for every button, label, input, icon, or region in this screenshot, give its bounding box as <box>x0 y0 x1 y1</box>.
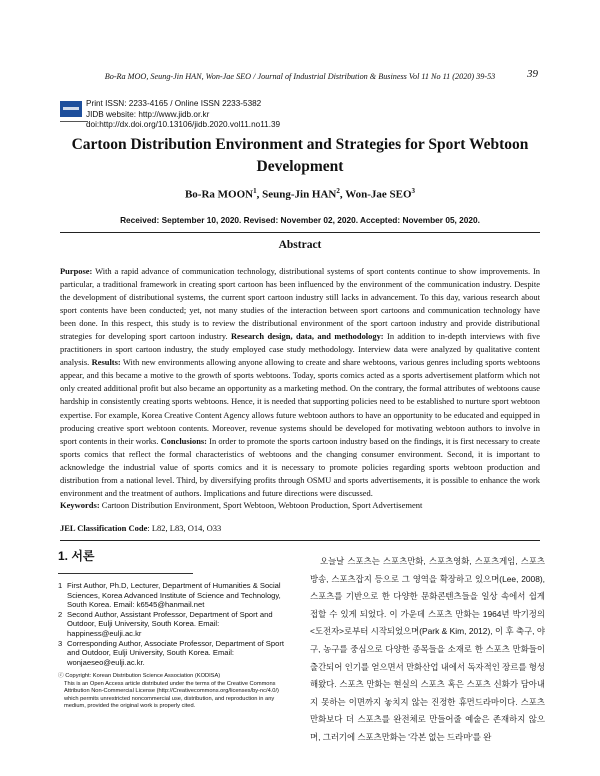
author-sup: 2 <box>336 187 340 195</box>
footnote-item <box>58 581 286 610</box>
copyright-notice <box>58 673 290 711</box>
keywords-text: Cartoon Distribution Environment, Sport Webtoon, Webtoon Production, Sport Advertisement <box>99 500 423 510</box>
journal-logo-icon <box>60 101 82 117</box>
author-sup: 1 <box>253 187 257 195</box>
top-rule <box>60 232 540 233</box>
logo-divider <box>60 121 88 122</box>
doi-line: doi:http://dx.doi.org/10.13106/jidb.2020.vol11.no11.39 <box>86 120 281 129</box>
bottom-rule <box>60 540 540 541</box>
footnote-text: Second Author, Assistant Professor, Department of Sport and Outdoor, Eulji University, South Korea. Email: happiness@eulji.ac.kr <box>67 609 273 638</box>
footnote-item <box>58 639 286 668</box>
license-text: This is an Open Access article distributed under the terms of the Creative Commons Attribution Non-Commercial License (http://Creativecommons.org/licenses/by-nc/4.0/) which permits unrestricted noncommercial use, distribution, and reproduction in any medium, provided the original work is properly cited. <box>64 680 279 710</box>
body-paragraph: 오늘날 스포츠는 스포츠만화, 스포츠영화, 스포츠게임, 스포츠 방송, 스포츠잡지 등으로 그 영역을 확장하고 있으며(Lee, 2008), 스포츠를 기반으로 한 다양한 문화콘텐츠들을 일상 속에서 쉽게 접할 수 있게 되었다. 이 가운데 스포츠 만화는 1964년 박기정의 <도전자>로부터 시작되었으며(Park & Kim, 2012), 이 후 축구, 야구, 농구를 중심으로 다양한 종목들을 소재로 한 스포츠 만화들이 출간되어 인기를 얻으면서 만화산업 내에서 독자적인 장르를 형성해왔다. 스포츠 만화는 현실의 스포츠 혹은 스포츠 신화가 담아내지 못하는 이면까지 놓치지 않는 진정한 휴먼드라마이다. 스포츠 만화보다 더 스포츠를 완전체로 만들어줄 예술은 존재하지 않으며, 그러기에 스포츠만화는 '각본 없는 드라마'를 완 <box>310 556 545 742</box>
conclusions-label: Conclusions: <box>160 435 207 446</box>
korean-body-text <box>310 553 545 747</box>
footnote-text: First Author, Ph.D, Lecturer, Department of Humanities & Social Sciences, Korea Advanced Institute of Science and Technology, South Korea. Email: k6545@hanmail.net <box>67 581 281 610</box>
footnote-number: 1 <box>58 581 63 590</box>
keywords <box>60 500 540 510</box>
purpose-text: With a rapid advance of communication technology, distributional systems of sport contents continue to show improvements. In particular, a traditional framework in creating sport cartoon has been influenced by the environment of the communication industry. Despite the development of distributional systems, the current sport cartoon industry still lacks in advancement. To this day, various research about sport contents have been conducted; yet, not many studies of the interaction between sport cartoons and communication technology have been done. In this respect, this study is to review the distributional environment of the sport cartoon industry and provide distributional strategies for developing sport cartoon industry. <box>60 266 540 342</box>
author-name: Seung-Jin HAN <box>262 188 337 201</box>
paper-title: Cartoon Distribution Environment and Strategies for Sport Webtoon Development <box>71 136 529 175</box>
footnote-text: Corresponding Author, Associate Professor, Department of Sport and Outdoor, Eulji University, South Korea. Email: wonjaeseo@eulji.ac.kr. <box>67 638 284 667</box>
keywords-label: Keywords: <box>60 500 100 510</box>
author-sep: , <box>339 188 346 201</box>
page-number: 39 <box>527 68 538 80</box>
author-list <box>0 187 600 201</box>
results-label: Results: <box>91 357 121 368</box>
footnote-item <box>58 610 286 639</box>
purpose-label: Purpose: <box>60 266 93 276</box>
author-name: Bo-Ra MOON <box>184 188 254 201</box>
jel-text: : L82, L83, O14, O33 <box>147 523 222 533</box>
abstract-heading: Abstract <box>278 239 322 251</box>
method-label: Research design, data, and methodology: <box>230 331 384 342</box>
website-line: JIDB website: http://www.jidb.or.kr <box>86 109 210 119</box>
jel-label: JEL Classification Code <box>60 523 148 533</box>
footnote-number: 3 <box>58 638 63 648</box>
copyright-line: ⓒ Copyright: Korean Distribution Science Association (KODISA) <box>58 673 221 679</box>
method-text: In addition to in-depth interviews with five practitioners in sport cartoon industry, the study employed case study methodology. Interview data were analyzed by qualitative content analysis. <box>60 331 540 368</box>
submission-dates: Received: September 10, 2020. Revised: November 02, 2020. Accepted: November 05, 2020. <box>120 215 480 225</box>
author-sep: , <box>256 188 263 201</box>
author-name: Won-Jae SEO <box>345 188 412 201</box>
running-head: Bo-Ra MOO, Seung-Jin HAN, Won-Jae SEO / Journal of Industrial Distribution & Business Vol 11 No 11 (2020) 39-53 <box>104 72 496 81</box>
jel-code <box>60 523 540 533</box>
conclusions-text: In order to promote the sports cartoon industry based on the findings, it is first necessary to create sports comics that reflect the formal characteristics of webtoons and the changing consumer environment. Second, it is important to acknowledge the industrial value of sports comics and it is necessary to promote policies regarding sports webtoon production and distribution from a national level. Third, by diversifying profits through OSMU and sports advertisements, it is possible to enhance the work environment and the treatment of authors. Implications and future directions were discussed. <box>60 435 540 498</box>
results-text: With new environments allowing anyone allowing to create and share webtoons, various genres including sports webtoons appear, and this became a motive to the growth of sports webtoons. Today, sports comics acted as a sports advertisement platform which not only created additional profit but also became an opportunity as a marketing method. On the contrary, the formal attributes of webtoons cause hardship in consistently creating sports webtoons. Hence, it is needed that supporting policies need to be established to nurture sport webtoon expertise. For example, Korea Creative Content Agency allows future webtoon authors to have an opportunity to be educated and equipped in producing creative sport webtoon contents. Moreover, revenue systems should be developed for motivating webtoon authors to involve in sport contents in their works. <box>60 357 540 446</box>
footnotes <box>58 581 286 667</box>
section-title: 1. 서론 <box>58 549 95 563</box>
footnote-rule <box>58 573 193 574</box>
footnote-number: 2 <box>58 609 63 619</box>
author-sup: 3 <box>411 187 416 195</box>
abstract-body <box>60 265 540 500</box>
issn-line: Print ISSN: 2233-4165 / Online ISSN 2233-5382 <box>86 99 262 108</box>
journal-info <box>86 99 280 131</box>
